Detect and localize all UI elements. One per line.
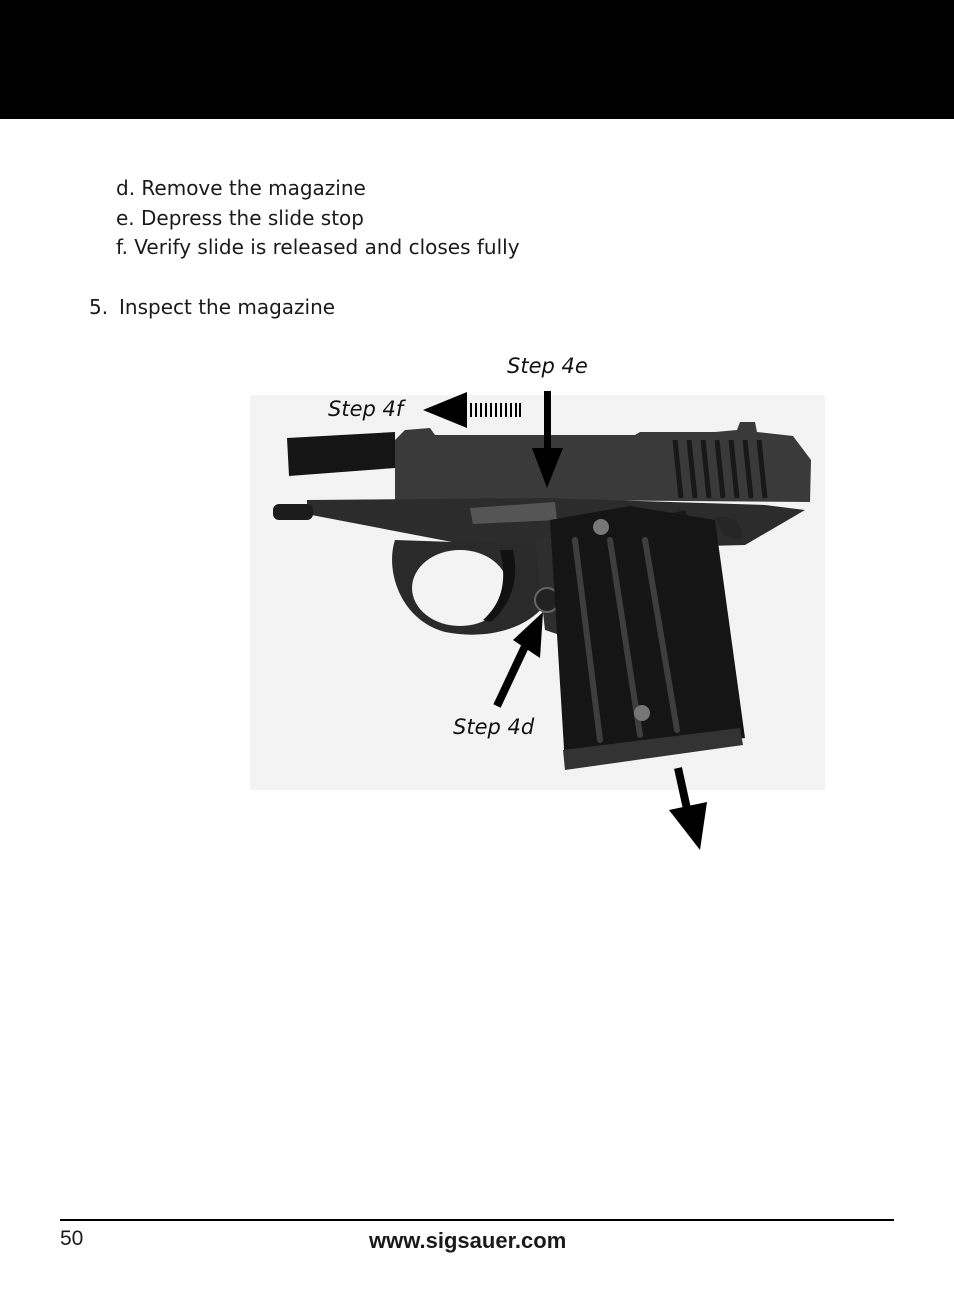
guide-rod: [273, 504, 313, 520]
grip-screw-bottom: [634, 705, 650, 721]
header-bar: [0, 0, 954, 119]
footer-url: www.sigsauer.com: [369, 1228, 567, 1253]
pistol-figure: [245, 340, 845, 860]
step-5-number: 5.: [89, 295, 109, 319]
page-number: 50: [60, 1227, 84, 1250]
step-4e-arrow-shaft: [544, 391, 551, 451]
caption-step-4f: Step 4f: [328, 397, 404, 421]
step-5-text: Inspect the magazine: [119, 295, 336, 319]
magazine-arrow-head: [669, 802, 707, 850]
caption-step-4d: Step 4d: [453, 715, 535, 739]
substep-e: e. Depress the slide stop: [116, 205, 364, 230]
substep-f: f. Verify slide is released and closes fully: [116, 235, 520, 259]
grip-screw-top: [593, 519, 609, 535]
footer-rule: [60, 1219, 894, 1221]
substep-d: d. Remove the magazine: [116, 176, 366, 200]
step-5: [89, 293, 335, 321]
substep-list: [116, 174, 520, 263]
caption-step-4e: Step 4e: [507, 354, 588, 378]
